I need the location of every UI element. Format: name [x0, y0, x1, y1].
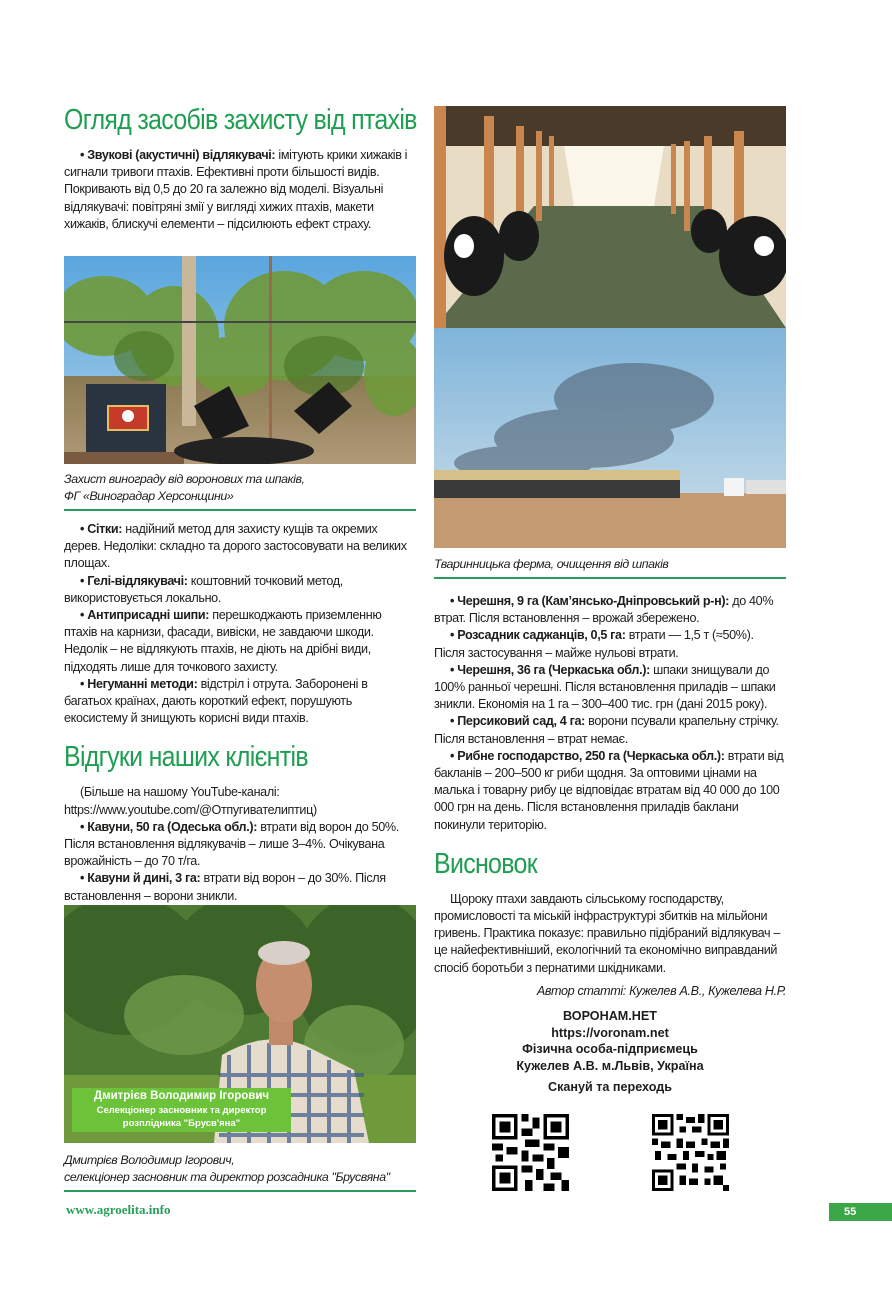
- review-peach: • Персиковий сад, 4 га: ворони псували крапельну стрічку. Після встановлення – втрат немає.: [434, 714, 779, 746]
- farm-barn-photo: [434, 106, 786, 328]
- section-title-reviews: Відгуки наших клієнтів: [64, 741, 308, 774]
- contact-block: [434, 1008, 786, 1096]
- reviews-intro: (Більше на нашому YouTube-каналі: https://www.youtube.com/@Отпугивателиптиц): [64, 785, 317, 817]
- contact-entity: Фізична особа-підприємець: [522, 1042, 698, 1057]
- contact-brand: ВОРОНАМ.НЕТ: [563, 1009, 657, 1024]
- conclusion-text: Щороку птахи завдають сільському господарству, промисловості та міській інфраструктурі збитків на мільйони гривень. Практика показує: правильно підібраний відлякувач – це найефективніший, екологічний та економічно виправданий спосіб боротьби з пернатими шкідниками.: [434, 891, 781, 975]
- client-caption: Дмитрієв Володимир Ігорович, селекціонер засновник та директор розсадника "Брусвяна": [64, 1152, 416, 1192]
- contact-website[interactable]: https://voronam.net: [551, 1025, 669, 1040]
- review-cherry-36: • Черешня, 36 га (Черкаська обл.): шпаки знищували до 100% ранньої черешні. Після встановлення приладів – шпаки зникли. Економія на 1 га – 300–400 тис. грн (дані 2015 року).: [434, 662, 776, 712]
- review-fishery: • Рибне господарство, 250 га (Черкаська обл.): втрати від бакланів – 200–500 кг риби щодня. За оптовими цінами на малька і товарну рибу це відповідає втратам від 40 000 до 100 000 грн на день. Після встановлення приладів баклани покинули територію.: [434, 748, 784, 832]
- left-column: [64, 104, 416, 233]
- barn-starlings-illustration: [434, 106, 786, 328]
- vineyard-photo: [64, 256, 416, 464]
- section-title-overview: Огляд засобів захисту від птахів: [64, 104, 417, 136]
- footer-website-link[interactable]: www.agroelita.info: [66, 1202, 171, 1217]
- qr-code-secondary[interactable]: [652, 1114, 729, 1191]
- review-watermelons-50: • Кавуни, 50 га (Одеська обл.): втрати від ворон до 50%. Після встановлення відлякувачів – лише 3–4%. Очікувана врожайність – до 70 т/га.: [64, 819, 399, 869]
- left-column-continued: [64, 471, 416, 905]
- item-nets: • Сітки: надійний метод для захисту кущів та окремих дерев. Недоліки: складно та дорого застосовувати на великих площах.: [64, 522, 407, 571]
- page-number: 55: [829, 1203, 892, 1221]
- item-gels: • Гелі-відлякувачі: коштовний точковий метод, використовується локально.: [64, 573, 343, 605]
- client-photo: [64, 905, 416, 1143]
- vineyard-caption: Захист винограду від воронових та шпаків, ФГ «Виноградар Херсонщини»: [64, 471, 416, 511]
- qr-code-website[interactable]: [492, 1114, 569, 1191]
- vineyard-illustration: [64, 256, 416, 464]
- review-nursery: • Розсадник саджанців, 0,5 га: втрати — 1,5 т (≈50%). Після застосування – майже нульові втрати.: [434, 628, 754, 660]
- flock-over-farm-illustration: [434, 328, 786, 548]
- paragraph-sound-repellers: • Звукові (акустичні) відлякувачі: імітують крики хижаків і сигнали тривоги птахів. Ефективні проти більшості видів. Покривають від 0,5 до 20 га залежно від моделі. Візуальні відлякувачі: повітряні змії у вигляді хижих птахів, макети хижаків, блискучі елементи – підсилюють ефект страху.: [64, 148, 408, 231]
- client-name-overlay: Дмитрієв Володимир Ігорович Селекціонер засновник та директор розплідника "Брусв'яна": [72, 1088, 291, 1132]
- contact-person: Кужелев А.В. м.Львів, Україна: [516, 1058, 704, 1073]
- item-spikes: • Антиприсадні шипи: перешкоджають приземленню птахів на карнизи, фасади, вивіски, не завдаючи шкоди. Недолік – не відлякують птахів, не діють на дрібні види, підходять лише для точкового захисту.: [64, 608, 382, 674]
- review-melons-3: • Кавуни й дині, 3 га: втрати від ворон – до 30%. Після встановлення – ворони зникли.: [64, 871, 386, 903]
- article-author: Автор статті: Кужелев А.В., Кужелева Н.Р.: [536, 983, 786, 998]
- right-column: [434, 556, 786, 1096]
- farm-flock-photo: [434, 328, 786, 548]
- client-caption-block: [64, 1152, 416, 1192]
- scan-label: Скануй та переходь: [547, 1080, 673, 1095]
- review-cherry-9: • Черешня, 9 га (Кам’янсько-Дніпровський р-н): до 40% втрат. Після встановлення – врожай збережено.: [434, 594, 774, 626]
- item-inhumane: • Негуманні методи: відстріл і отрута. Заборонені в багатьох країнах, дають короткий ефект, порушують екосистему й знищують корисні види птахів.: [64, 676, 368, 726]
- section-title-conclusion: Висновок: [434, 847, 537, 880]
- farm-caption: Тваринницька ферма, очищення від шпаків: [434, 556, 786, 579]
